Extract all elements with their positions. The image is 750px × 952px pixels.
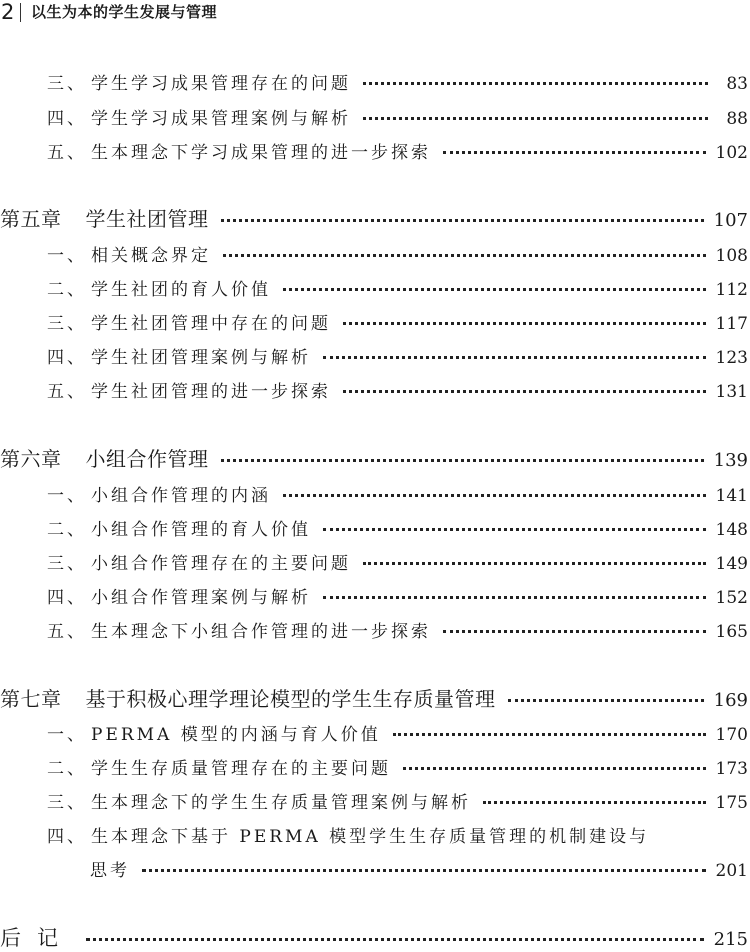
dot-leader	[393, 733, 706, 736]
dot-leader	[323, 596, 706, 599]
toc-entry-title: 小组合作管理	[85, 447, 209, 471]
toc-entry-page: 215	[713, 929, 748, 950]
toc-entry-page: 141	[715, 486, 748, 506]
toc-entry-number: 三、	[47, 314, 87, 334]
toc-entry-number: 四、	[47, 827, 87, 847]
toc-entry-title: 小组合作管理存在的主要问题	[91, 554, 351, 574]
toc-entry-page: 123	[715, 348, 748, 368]
toc-entry-title: 生本理念下基于 PERMA 模型学生生存质量管理的机制建设与	[91, 827, 650, 847]
toc-entry-page: 173	[715, 759, 748, 779]
dot-leader	[343, 390, 706, 393]
toc-entry-title: 学生生存质量管理存在的主要问题	[91, 759, 391, 779]
toc-entry-number: 四、	[47, 348, 87, 368]
toc-section-entry	[0, 754, 750, 779]
toc-chapter-entry	[0, 203, 750, 232]
toc-entry-number: 二、	[47, 520, 87, 540]
toc-entry-number: 二、	[47, 759, 87, 779]
toc-entry-title: 相关概念界定	[91, 246, 211, 266]
dot-leader	[343, 322, 706, 325]
toc-entry-title: 小组合作管理的内涵	[91, 486, 271, 506]
dot-leader	[323, 356, 706, 359]
toc-entry-number: 五、	[47, 382, 87, 402]
toc-entry-number: 一、	[47, 246, 87, 266]
toc-entry-title: 生本理念下学习成果管理的进一步探索	[91, 143, 431, 163]
toc-section-entry	[0, 69, 750, 94]
toc-entry-title: 学生社团管理案例与解析	[91, 348, 311, 368]
toc-entry-number: 一、	[47, 725, 87, 745]
toc-section-entry	[0, 617, 750, 642]
toc-entry-page: 108	[715, 246, 748, 266]
dot-leader	[363, 82, 708, 85]
toc-section-entry	[0, 377, 750, 402]
toc-entry-page: 152	[715, 588, 748, 608]
toc-entry-number: 五、	[47, 622, 87, 642]
toc-entry-page: 88	[726, 109, 748, 129]
toc-entry-page: 83	[726, 74, 748, 94]
toc-entry-number: 第五章	[0, 207, 62, 231]
dot-leader	[142, 869, 706, 872]
header-book-title: 以生为本的学生发展与管理	[31, 3, 218, 21]
dot-leader	[223, 254, 706, 257]
toc-entry-title: 学生社团管理的进一步探索	[91, 382, 331, 402]
toc-entry-number: 四、	[47, 588, 87, 608]
toc-entry-number: 四、	[47, 109, 87, 129]
toc-section-entry	[0, 583, 750, 608]
toc-entry-page: 131	[715, 382, 748, 402]
toc-section-entry	[0, 343, 750, 368]
toc-entry-page: 175	[715, 793, 748, 813]
toc-entry-title: 小组合作管理案例与解析	[91, 588, 311, 608]
dot-leader	[443, 151, 706, 154]
dot-leader	[221, 219, 704, 222]
toc-entry-page: 148	[715, 520, 748, 540]
toc-entry-page: 139	[713, 450, 748, 471]
toc-entry-title: 学生学习成果管理案例与解析	[91, 109, 351, 129]
toc-section-entry	[0, 549, 750, 574]
toc-entry-page: 112	[715, 280, 748, 300]
toc-entry-title: 生本理念下小组合作管理的进一步探索	[91, 622, 431, 642]
toc-entry-title: 小组合作管理的育人价值	[91, 520, 311, 540]
toc-entry-title: 基于积极心理学理论模型的学生生存质量管理	[85, 687, 496, 711]
toc-entry-number: 后记	[0, 926, 74, 950]
toc-entry-number: 三、	[47, 74, 87, 94]
toc-entry-page: 149	[715, 554, 748, 574]
toc-entry-number: 二、	[47, 280, 87, 300]
toc-entry-page: 170	[715, 725, 748, 745]
toc-entry-number: 五、	[47, 143, 87, 163]
toc-section-entry	[0, 788, 750, 813]
toc-entry-title: 学生社团管理中存在的问题	[91, 314, 331, 334]
toc-section-entry	[0, 309, 750, 334]
toc-section-entry	[0, 275, 750, 300]
dot-leader	[283, 494, 706, 497]
toc-entry-title: 学生社团管理	[85, 207, 209, 231]
toc-entry-title: 学生学习成果管理存在的问题	[91, 74, 351, 94]
dot-leader	[508, 699, 704, 702]
toc-entry-number: 三、	[47, 554, 87, 574]
toc-section-entry	[0, 241, 750, 266]
toc-entry-title: PERMA 模型的内涵与育人价值	[91, 725, 381, 745]
toc-entry-title: 学生社团的育人价值	[91, 280, 271, 300]
dot-leader	[323, 528, 706, 531]
toc-section-entry	[0, 856, 750, 881]
toc-section-entry	[0, 138, 750, 163]
toc-section-entry	[0, 481, 750, 506]
toc-postscript-entry	[0, 922, 750, 952]
dot-leader	[483, 801, 706, 804]
toc-section-entry	[0, 515, 750, 540]
toc-entry-page: 117	[715, 314, 748, 334]
toc-entry-page: 169	[713, 690, 748, 711]
toc-section-entry	[0, 104, 750, 129]
toc-section-entry	[0, 822, 750, 847]
toc-entry-number: 第六章	[0, 447, 62, 471]
dot-leader	[403, 767, 706, 770]
dot-leader	[86, 938, 704, 941]
running-header	[0, 0, 750, 26]
toc-chapter-entry	[0, 683, 750, 712]
toc-chapter-entry	[0, 443, 750, 472]
toc-section-entry	[0, 720, 750, 745]
toc-entry-title: 思考	[90, 861, 130, 881]
toc-entry-title: 生本理念下的学生生存质量管理案例与解析	[91, 793, 471, 813]
header-divider	[20, 3, 21, 22]
dot-leader	[363, 117, 708, 120]
toc-entry-page: 165	[715, 622, 748, 642]
header-page-number: 2	[1, 0, 15, 24]
dot-leader	[443, 630, 706, 633]
dot-leader	[283, 288, 706, 291]
dot-leader	[221, 459, 704, 462]
toc-entry-number: 一、	[47, 486, 87, 506]
toc-entry-page: 102	[715, 143, 748, 163]
toc-entry-page: 201	[715, 861, 748, 881]
dot-leader	[363, 562, 706, 565]
toc-entry-page: 107	[713, 210, 748, 231]
toc-entry-number: 三、	[47, 793, 87, 813]
toc-entry-number: 第七章	[0, 687, 62, 711]
